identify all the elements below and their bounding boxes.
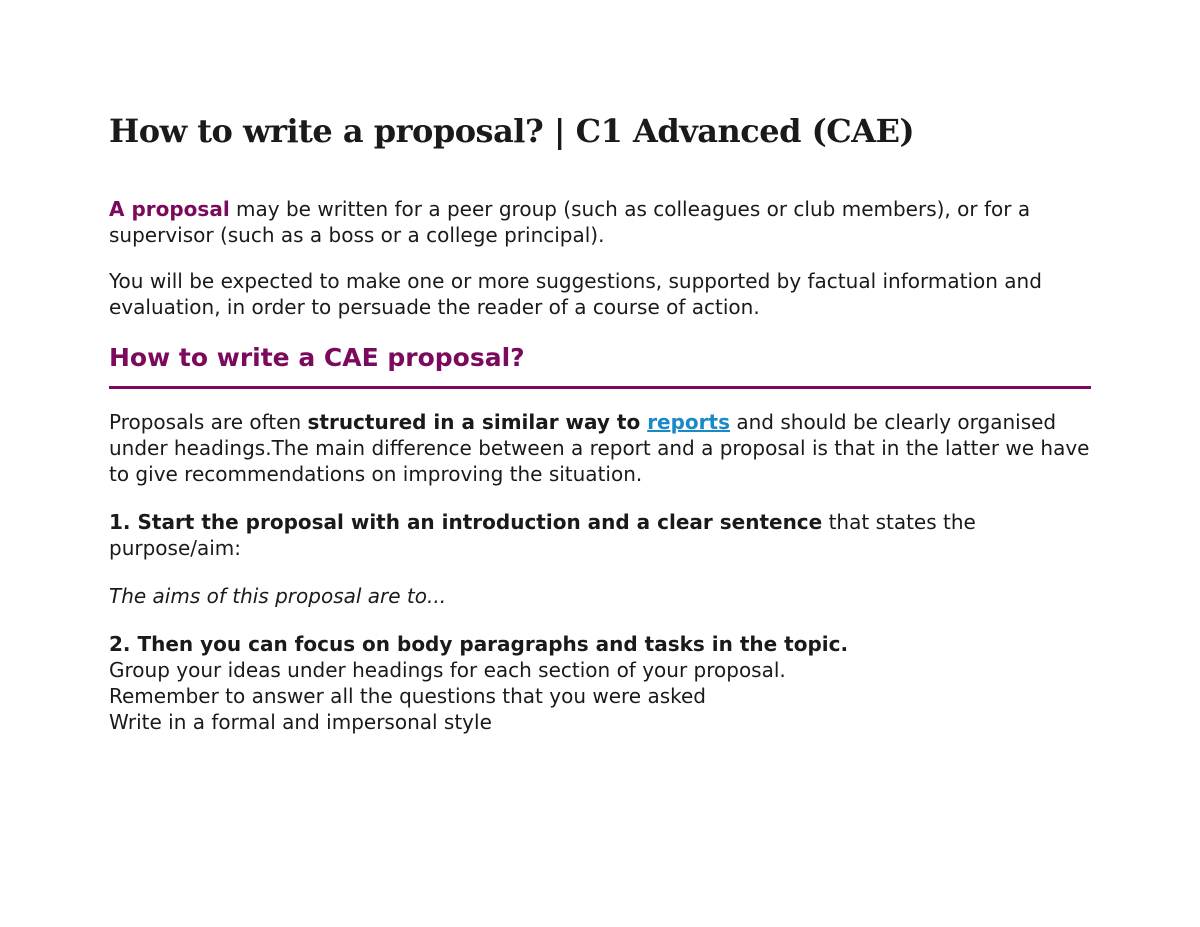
- step-2-line-2: Remember to answer all the questions that you were asked: [109, 684, 707, 708]
- step-2-line-1: Group your ideas under headings for each section of your proposal.: [109, 658, 786, 682]
- section-divider: [109, 386, 1091, 389]
- structure-text-rest: and should be clearly organised under headings.The main difference between a report and a proposal is that in the latter we have to give recommendations on improving the situation.: [109, 410, 1090, 486]
- example-sentence: The aims of this proposal are to...: [109, 584, 447, 608]
- step-1-paragraph: [109, 509, 1091, 561]
- step-2-line-3: Write in a formal and impersonal style: [109, 710, 492, 734]
- intro-paragraph-1: [109, 196, 1091, 248]
- step-1-heading: 1. Start the proposal with an introduction and a clear sentence: [109, 510, 823, 534]
- intro-paragraph-1-text: may be written for a peer group (such as colleagues or club members), or for a supervisor (such as a boss or a college principal).: [109, 197, 1031, 247]
- step-2-heading: 2. Then you can focus on body paragraphs and tasks in the topic.: [109, 632, 849, 656]
- step-2-paragraph: [109, 631, 1091, 735]
- structure-text-lead: Proposals are often: [109, 410, 308, 434]
- step-1-text: that states the purpose/aim:: [109, 510, 976, 560]
- section-heading: How to write a CAE proposal?: [109, 343, 525, 372]
- reports-link[interactable]: reports: [647, 410, 730, 434]
- structure-bold-text: structured in a similar way to: [307, 410, 648, 434]
- structure-paragraph: [109, 409, 1091, 487]
- proposal-keyword: A proposal: [109, 197, 230, 221]
- document-title: How to write a proposal? | C1 Advanced (CAE): [109, 112, 915, 150]
- intro-paragraph-2: You will be expected to make one or more suggestions, supported by factual information and evaluation, in order to persuade the reader of a course of action.: [109, 269, 1042, 319]
- document-page: [109, 110, 1091, 735]
